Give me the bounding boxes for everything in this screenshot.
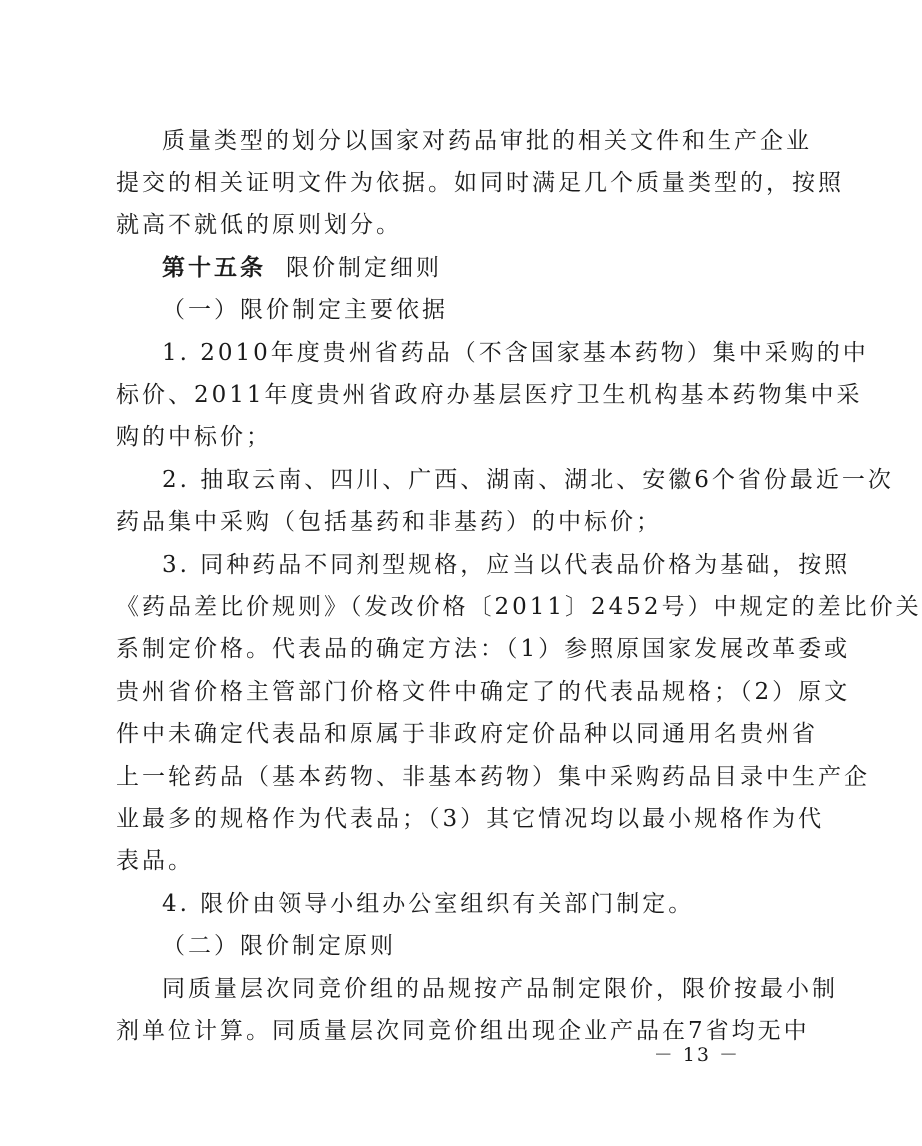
list-item-line: 购的中标价； — [116, 424, 272, 450]
list-item-line: 药品集中采购（包括基药和非基药）的中标价； — [116, 509, 662, 535]
page-number: － 13 － — [653, 1044, 740, 1066]
paragraph-line: 质量类型的划分以国家对药品审批的相关文件和生产企业 — [162, 128, 812, 154]
list-item-line: 3. 同种药品不同剂型规格，应当以代表品价格为基础，按照 — [162, 552, 851, 578]
paragraph-line: 剂单位计算。同质量层次同竞价组出现企业产品在7省均无中 — [116, 1018, 810, 1044]
section-title: （二）限价制定原则 — [162, 933, 396, 959]
paragraph-line: 就高不就低的原则划分。 — [116, 212, 402, 238]
list-item-line: 《药品差比价规则》（发改价格〔2011〕2452号）中规定的差比价关 — [116, 594, 922, 620]
paragraph-line: 提交的相关证明文件为依据。如同时满足几个质量类型的，按照 — [116, 170, 844, 196]
list-item-line: 标价、2011年度贵州省政府办基层医疗卫生机构基本药物集中采 — [116, 382, 863, 408]
article-number: 第十五条 — [162, 254, 266, 281]
list-item-line: 贵州省价格主管部门价格文件中确定了的代表品规格；（2）原文 — [116, 679, 851, 705]
paragraph-line: 同质量层次同竞价组的品规按产品制定限价，限价按最小制 — [162, 976, 838, 1002]
section-title: （一）限价制定主要依据 — [162, 297, 448, 323]
list-item-line: 1. 2010年度贵州省药品（不含国家基本药物）集中采购的中 — [162, 340, 869, 366]
list-item-line: 件中未确定代表品和原属于非政府定价品种以同通用名贵州省 — [116, 721, 818, 747]
article-heading — [162, 248, 736, 288]
list-item-line: 2. 抽取云南、四川、广西、湖南、湖北、安徽6个省份最近一次 — [162, 467, 894, 493]
list-item-line: 系制定价格。代表品的确定方法：（1）参照原国家发展改革委或 — [116, 636, 851, 662]
list-item-line: 业最多的规格作为代表品；（3）其它情况均以最小规格作为代 — [116, 806, 825, 832]
list-item-line: 上一轮药品（基本药物、非基本药物）集中采购药品目录中生产企 — [116, 764, 870, 790]
article-title: 限价制定细则 — [286, 255, 442, 281]
list-item-line: 4. 限价由领导小组办公室组织有关部门制定。 — [162, 891, 695, 917]
list-item-line: 表品。 — [116, 848, 194, 874]
